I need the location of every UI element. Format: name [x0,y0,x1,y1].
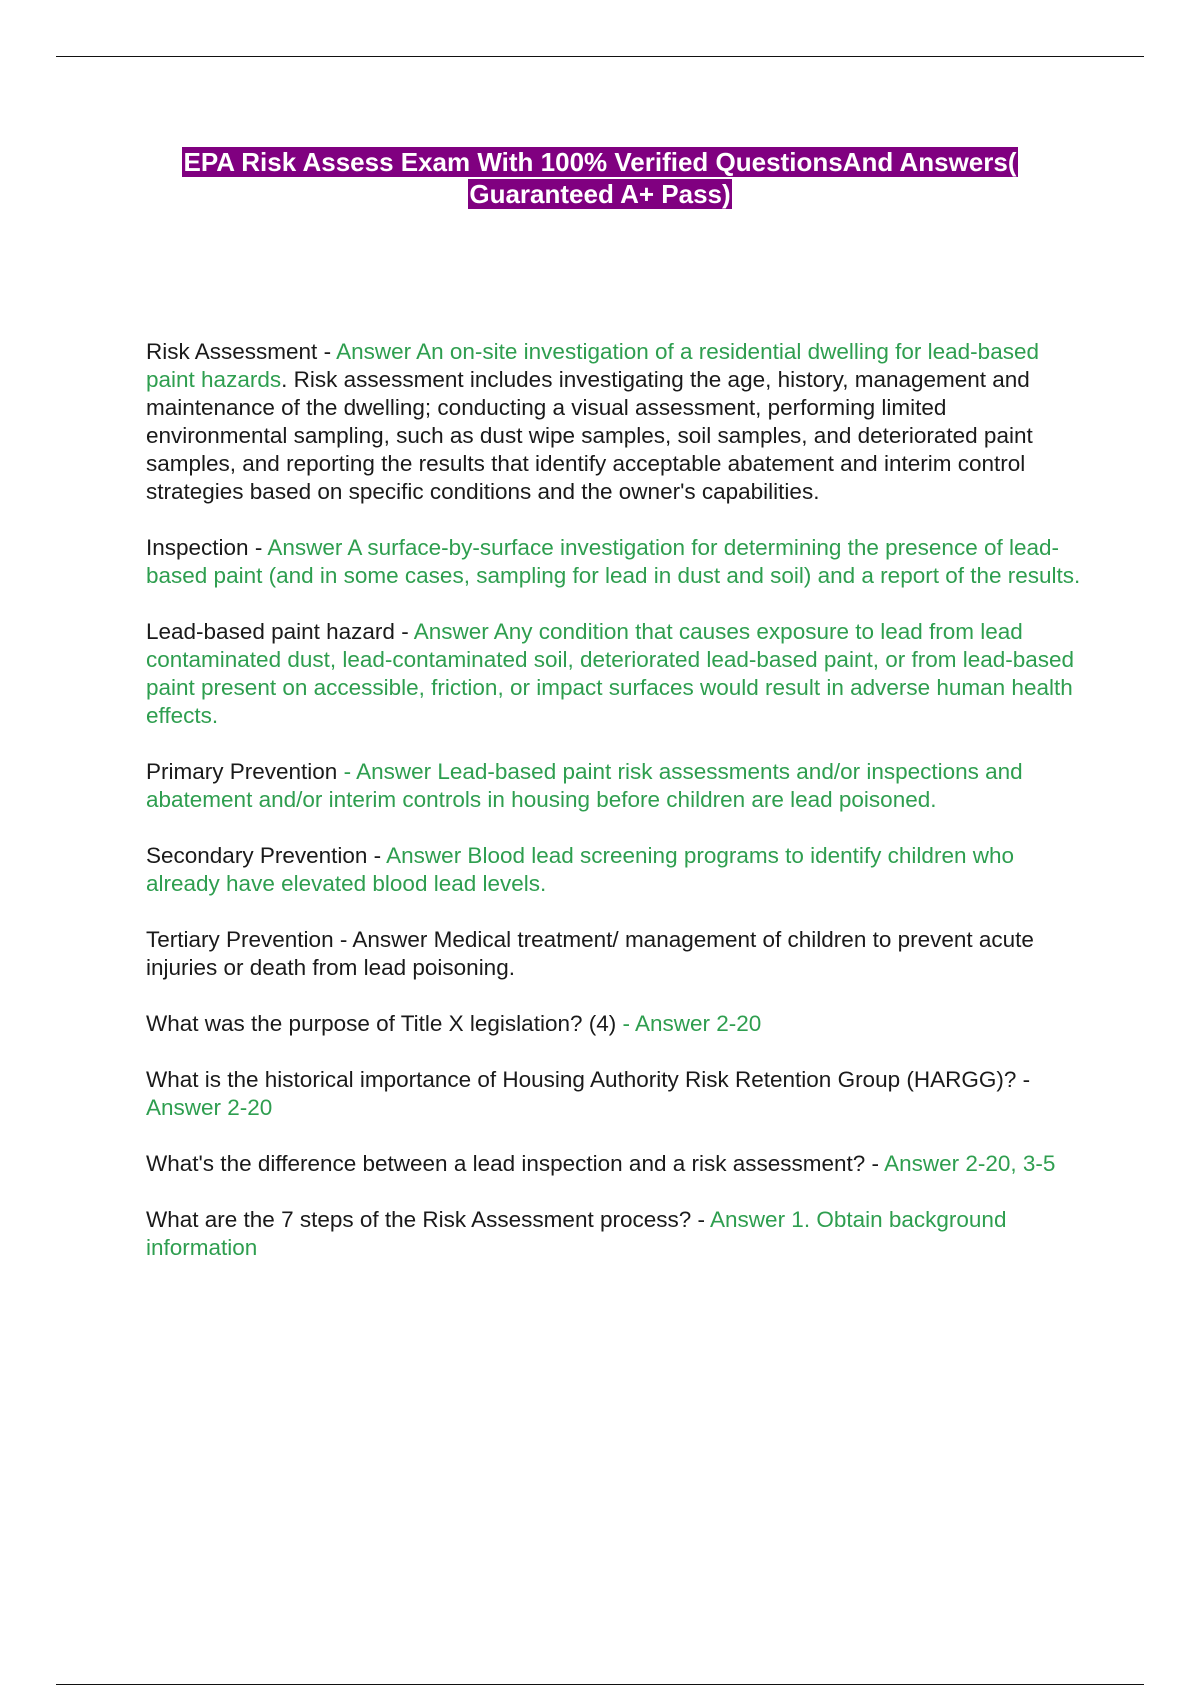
qa-entry-title-x [146,1010,1086,1038]
qa-term: Secondary Prevention [146,843,368,868]
qa-answer: Answer A surface-by-surface investigation for determining the presence of lead-based paint (and in some cases, sampling for lead in dust and soil) and a report of the results. [146,535,1081,588]
qa-answer: Answer 2-20, 3-5 [884,1151,1056,1176]
qa-separator: - [691,1207,711,1232]
qa-question: What was the purpose of Title X legislation? (4) [146,1011,617,1036]
qa-separator: - [367,843,387,868]
title-line-2: Guaranteed A+ Pass) [469,179,731,209]
qa-list [146,338,1086,1290]
qa-question: What is the historical importance of Housing Authority Risk Retention Group (HARGG)? - [146,1067,1031,1092]
qa-entry-primary-prevention [146,758,1086,814]
qa-term: Risk Assessment [146,339,318,364]
qa-entry-seven-steps [146,1206,1086,1262]
qa-separator: - [394,619,414,644]
qa-term: Primary Prevention [146,759,338,784]
qa-term: Inspection [146,535,249,560]
qa-entry-tertiary-prevention [146,926,1086,982]
qa-question: What's the difference between a lead inspection and a risk assessment? [146,1151,866,1176]
top-rule [56,56,1144,57]
qa-answer: - Answer Lead-based paint risk assessments and/or inspections and abatement and/or interim controls in housing before children are lead poisoned. [146,759,1023,812]
qa-answer: Answer Blood lead screening programs to identify children who already have elevated blood lead levels. [146,843,1014,896]
qa-entry-secondary-prevention [146,842,1086,898]
qa-entry-inspection [146,534,1086,590]
qa-answer: Answer 1. Obtain background information [146,1207,1007,1260]
qa-answer: Answer An on-site investigation of a residential dwelling for lead-based paint hazards [146,339,1039,392]
title-line-1: EPA Risk Assess Exam With 100% Verified QuestionsAnd Answers( [183,147,1017,177]
qa-entry-lead-based-paint-hazard [146,618,1086,730]
qa-question: What are the 7 steps of the Risk Assessment process? [146,1207,692,1232]
qa-answer: - Answer 2-20 [616,1011,762,1036]
qa-answer: Answer Any condition that causes exposure to lead from lead contaminated dust, lead-contaminated soil, deteriorated lead-based paint, or from lead-based paint present on accessible, friction, or impact surfaces would result in adverse human health effects. [146,619,1075,728]
qa-entry-inspection-vs-risk-assessment [146,1150,1086,1178]
document-title [100,146,1100,210]
qa-answer-continued: . Risk assessment includes investigating the age, history, management and maintenance of the dwelling; conducting a visual assessment, performing limited environmental sampling, such as dust wipe samples, soil samples, and deteriorated paint samples, and reporting the results that identify acceptable abatement and interim control strategies based on specific conditions and the owner's capabilities. [146,367,1033,504]
qa-entry-hargg [146,1066,1086,1122]
qa-term: Tertiary Prevention - Answer Medical treatment/ management of children to prevent acute injuries or death from lead poisoning. [146,927,1034,980]
qa-separator: - [248,535,268,560]
qa-entry-risk-assessment [146,338,1086,506]
qa-separator: - [865,1151,885,1176]
qa-answer: Answer 2-20 [146,1095,273,1120]
qa-separator: - [317,339,337,364]
bottom-rule [56,1684,1144,1685]
qa-term: Lead-based paint hazard [146,619,395,644]
